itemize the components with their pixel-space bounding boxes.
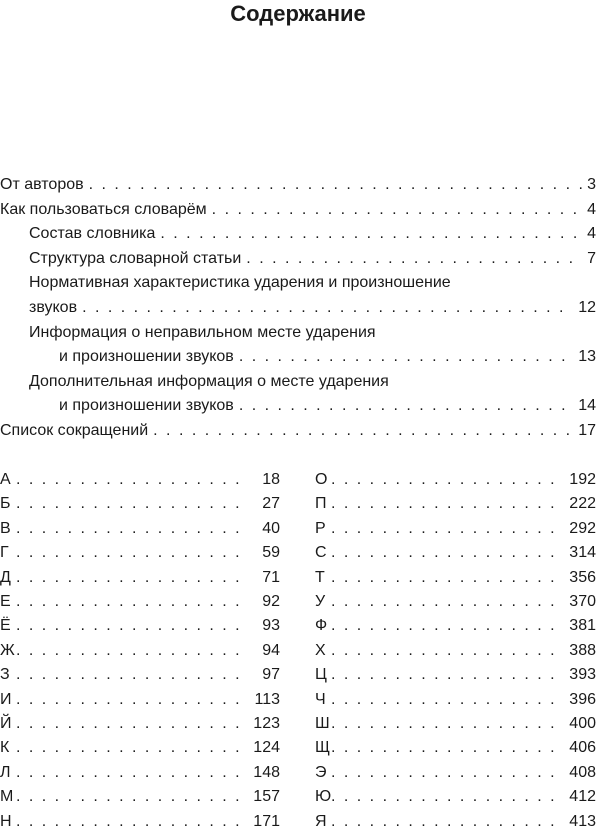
toc-entry[interactable] xyxy=(0,370,596,419)
toc-entry-page: 4 xyxy=(587,225,596,243)
dot-leader xyxy=(16,541,239,565)
letter-entry[interactable] xyxy=(0,566,280,590)
dot-leader xyxy=(331,566,555,590)
toc-entry-label-line1: Дополнительная информация о месте ударения xyxy=(29,372,389,390)
letter-entry[interactable] xyxy=(315,736,596,760)
letter-label: Л xyxy=(0,763,11,781)
letter-page: 406 xyxy=(569,739,596,757)
letter-entry[interactable] xyxy=(315,785,596,809)
letter-page: 71 xyxy=(262,568,280,586)
letter-label: О xyxy=(315,471,328,488)
letter-page: 94 xyxy=(262,641,280,659)
letter-page: 356 xyxy=(569,568,596,586)
letter-entry[interactable] xyxy=(0,590,280,614)
letter-page: 171 xyxy=(253,812,280,830)
letter-label: Б xyxy=(0,495,11,513)
letter-label: Е xyxy=(0,593,11,611)
dot-leader xyxy=(16,688,239,712)
letter-entry[interactable] xyxy=(315,663,596,687)
toc-entry-label: От авторов xyxy=(0,176,84,193)
toc-entry-page: 13 xyxy=(578,348,596,366)
toc-entry-page: 12 xyxy=(578,298,596,316)
letter-label: В xyxy=(0,519,11,537)
dot-leader xyxy=(16,810,239,834)
letter-label: Ч xyxy=(315,690,326,708)
dot-leader xyxy=(331,639,555,663)
letter-page: 92 xyxy=(262,593,280,611)
dot-leader xyxy=(331,761,555,785)
letter-page: 396 xyxy=(569,690,596,708)
letter-label: С xyxy=(315,544,327,562)
dot-leader xyxy=(89,173,582,198)
toc-entry[interactable] xyxy=(0,419,596,444)
letter-entry[interactable] xyxy=(0,712,280,736)
dot-leader xyxy=(331,810,555,834)
toc-entry-page: 17 xyxy=(578,421,596,439)
dot-leader xyxy=(331,712,555,736)
letter-entry[interactable] xyxy=(0,663,280,687)
dot-leader xyxy=(16,639,239,663)
dot-leader xyxy=(153,419,573,444)
letter-page: 93 xyxy=(262,617,280,635)
dot-leader xyxy=(212,198,582,223)
letter-label: Ш xyxy=(315,715,330,733)
letter-entry[interactable] xyxy=(315,810,596,834)
dot-leader xyxy=(331,688,555,712)
letter-page: 59 xyxy=(262,544,280,562)
letter-label: П xyxy=(315,495,327,513)
letter-index-left-column xyxy=(0,468,280,834)
letter-label: У xyxy=(315,593,326,611)
dot-leader xyxy=(331,785,555,809)
dot-leader xyxy=(82,296,573,321)
dot-leader xyxy=(331,492,555,516)
letter-entry[interactable] xyxy=(315,590,596,614)
dot-leader xyxy=(16,517,239,541)
letter-entry[interactable] xyxy=(0,492,280,516)
letter-entry[interactable] xyxy=(315,688,596,712)
letter-label: Ф xyxy=(315,617,328,635)
letter-label: З xyxy=(0,666,10,684)
letter-page: 192 xyxy=(569,471,596,488)
dot-leader xyxy=(246,247,582,272)
dot-leader xyxy=(16,785,239,809)
dot-leader xyxy=(331,663,555,687)
letter-page: 393 xyxy=(569,666,596,684)
letter-entry[interactable] xyxy=(0,761,280,785)
dot-leader xyxy=(160,222,582,247)
letter-entry[interactable] xyxy=(315,639,596,663)
dot-leader xyxy=(331,590,555,614)
letter-label: Р xyxy=(315,519,326,537)
dot-leader xyxy=(16,468,239,492)
letter-page: 412 xyxy=(569,788,596,806)
letter-entry[interactable] xyxy=(315,541,596,565)
letter-page: 314 xyxy=(569,544,596,562)
letter-entry[interactable] xyxy=(315,468,596,492)
toc-entry[interactable] xyxy=(0,173,596,198)
letter-entry[interactable] xyxy=(315,614,596,638)
letter-label: Т xyxy=(315,568,325,586)
letter-label: М xyxy=(0,788,14,806)
letter-label: Щ xyxy=(315,739,330,757)
toc-entry-label: Состав словника xyxy=(29,225,156,243)
toc-entry[interactable] xyxy=(0,321,596,370)
dot-leader xyxy=(16,712,239,736)
toc-entry-label-line1: Информация о неправильном месте ударения xyxy=(29,323,376,341)
letter-page: 148 xyxy=(253,763,280,781)
dot-leader xyxy=(331,468,555,492)
letter-entry[interactable] xyxy=(0,810,280,834)
toc-entry-label: Как пользоваться словарём xyxy=(0,200,207,218)
letter-entry[interactable] xyxy=(315,761,596,785)
letter-label: Х xyxy=(315,641,326,659)
letter-page: 157 xyxy=(253,788,280,806)
letter-page: 222 xyxy=(569,495,596,513)
letter-entry[interactable] xyxy=(0,688,280,712)
letter-page: 27 xyxy=(262,495,280,513)
letter-label: Ю xyxy=(315,788,332,806)
dot-leader xyxy=(16,761,239,785)
letter-label: К xyxy=(0,739,10,757)
dot-leader xyxy=(16,492,239,516)
dot-leader xyxy=(331,614,555,638)
toc-entry-label: Структура словарной статьи xyxy=(29,249,242,267)
dot-leader xyxy=(16,663,239,687)
letter-label: И xyxy=(0,690,12,708)
letter-label: Э xyxy=(315,763,327,781)
letter-entry[interactable] xyxy=(0,517,280,541)
letter-label: А xyxy=(0,471,11,488)
letter-label: Ц xyxy=(315,666,327,684)
letter-page: 113 xyxy=(254,690,280,708)
dot-leader xyxy=(331,517,555,541)
dot-leader xyxy=(331,541,555,565)
page-title: Содержание xyxy=(230,1,366,26)
letter-page: 18 xyxy=(262,471,280,488)
toc-entry-label: звуков xyxy=(29,298,78,316)
toc-entry-page: 3 xyxy=(587,176,596,193)
letter-label: Д xyxy=(0,568,11,586)
letter-entry[interactable] xyxy=(315,517,596,541)
letter-entry[interactable] xyxy=(0,785,280,809)
dot-leader xyxy=(239,394,573,419)
letter-label: Й xyxy=(0,715,12,733)
letter-page: 381 xyxy=(569,617,596,635)
letter-label: Н xyxy=(0,812,12,830)
toc-entry-label: Список сокращений xyxy=(0,421,149,439)
letter-entry[interactable] xyxy=(315,566,596,590)
letter-label: Я xyxy=(315,812,327,830)
letter-page: 40 xyxy=(262,519,280,537)
toc-entry[interactable] xyxy=(0,222,596,247)
letter-page: 97 xyxy=(262,666,280,684)
letter-entry[interactable] xyxy=(315,712,596,736)
table-of-contents xyxy=(0,173,596,444)
letter-label: Ж xyxy=(0,641,15,659)
letter-entry[interactable] xyxy=(0,736,280,760)
toc-entry[interactable] xyxy=(0,247,596,272)
letter-index-right-column xyxy=(315,468,596,834)
toc-entry[interactable] xyxy=(0,271,596,320)
letter-label: Г xyxy=(0,544,9,562)
letter-page: 370 xyxy=(569,593,596,611)
dot-leader xyxy=(16,614,239,638)
toc-entry-page: 7 xyxy=(587,249,596,267)
letter-entry[interactable] xyxy=(315,492,596,516)
toc-entry-label-line1: Нормативная характеристика ударения и произношение xyxy=(29,274,451,292)
toc-entry-page: 14 xyxy=(578,397,596,415)
letter-entry[interactable] xyxy=(0,614,280,638)
letter-page: 292 xyxy=(569,519,596,537)
letter-page: 124 xyxy=(253,739,280,757)
letter-entry[interactable] xyxy=(0,468,280,492)
letter-page: 388 xyxy=(569,641,596,659)
dot-leader xyxy=(16,736,239,760)
toc-entry-label: и произношении звуков xyxy=(59,348,234,366)
letter-page: 123 xyxy=(253,715,280,733)
letter-page: 408 xyxy=(569,763,596,781)
dot-leader xyxy=(16,566,239,590)
toc-entry[interactable] xyxy=(0,198,596,223)
letter-entry[interactable] xyxy=(0,639,280,663)
toc-entry-label: и произношении звуков xyxy=(59,397,234,415)
toc-entry-page: 4 xyxy=(587,200,596,218)
letter-page: 400 xyxy=(569,715,596,733)
dot-leader xyxy=(16,590,239,614)
letter-entry[interactable] xyxy=(0,541,280,565)
letter-label: Ё xyxy=(0,617,11,635)
dot-leader xyxy=(239,345,573,370)
letter-page: 413 xyxy=(569,812,596,830)
dot-leader xyxy=(331,736,555,760)
